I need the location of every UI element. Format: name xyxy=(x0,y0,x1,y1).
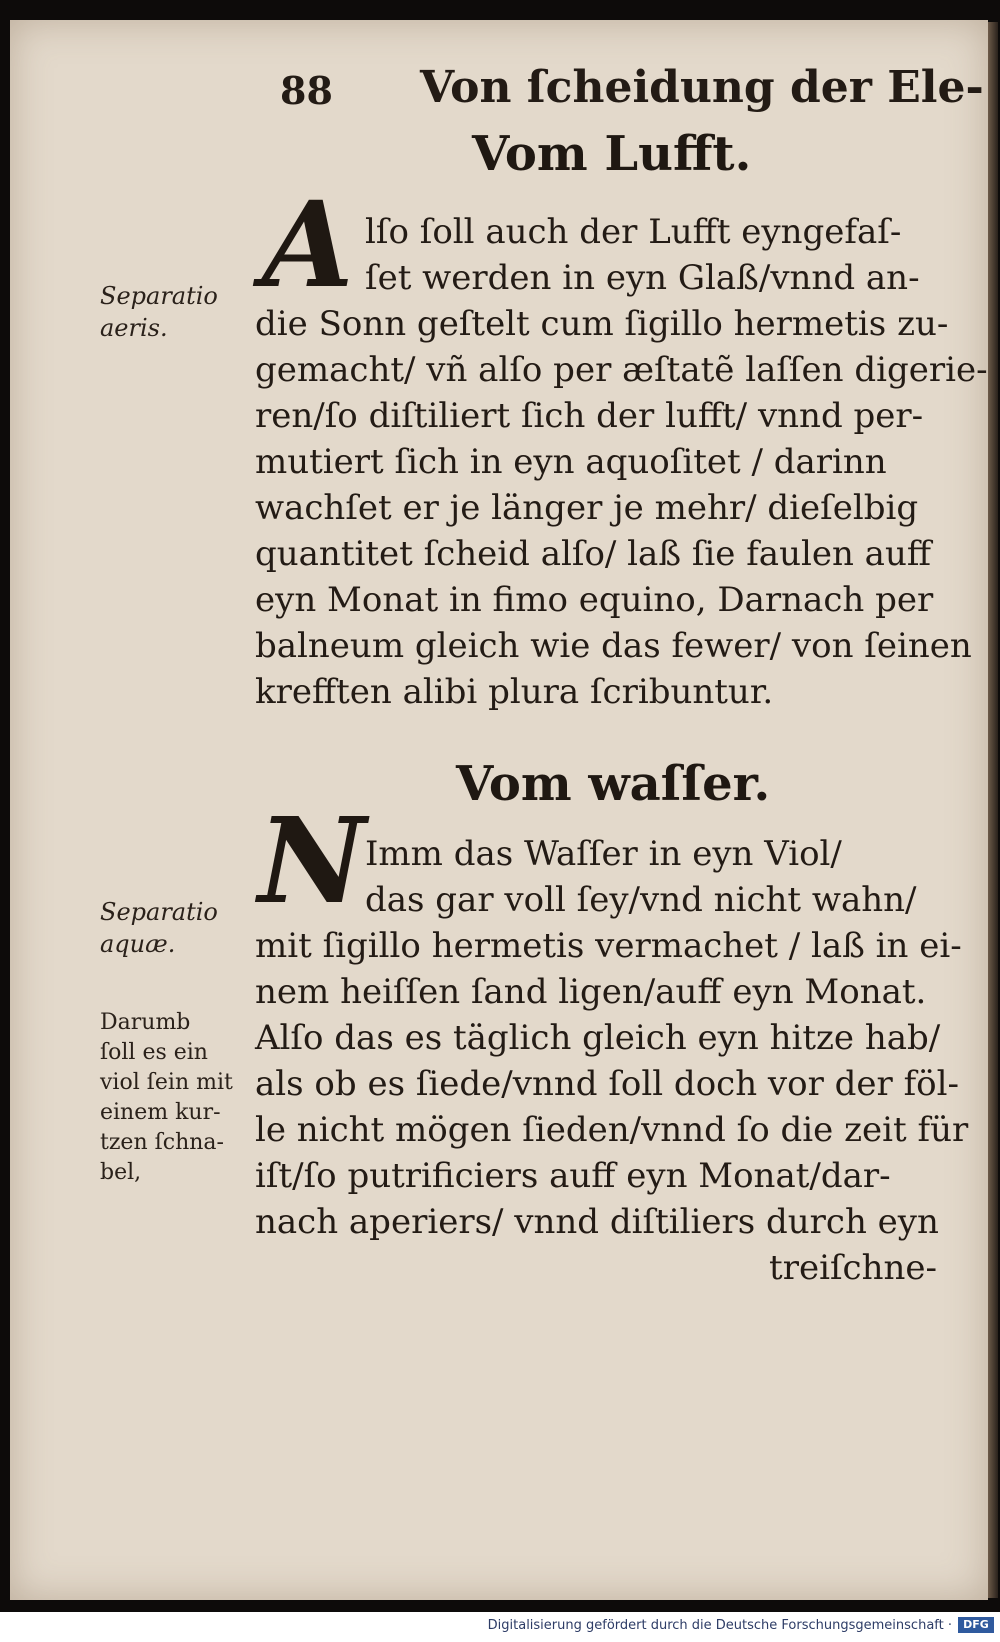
text-line: die Sonn geſtelt cum ſigillo hermetis zu‑ xyxy=(255,304,949,344)
margin-note-separatio-aeris: Separatio aeris. xyxy=(100,282,218,342)
text-line: Imm das Waſſer in eyn Viol/ xyxy=(365,834,842,874)
page-number: 88 xyxy=(280,68,333,113)
dfg-logo: DFG xyxy=(958,1617,994,1633)
text-line: Alſo das es täglich gleich eyn hitze hab/ xyxy=(255,1018,941,1058)
text-line: eyn Monat in fimo equino, Darnach per xyxy=(255,580,934,620)
text-line: le nicht mögen ſieden/vnnd ſo die zeit für xyxy=(255,1110,969,1150)
text-line: gemacht/ vñ alſo per æſtatẽ laſſen digerie‑ xyxy=(255,350,988,390)
margin-note-separatio-aquae: Separatio aquæ. xyxy=(100,898,218,958)
text-line: das gar voll ſey/vnd nicht wahn/ xyxy=(365,880,917,920)
text-line: nach aperiers/ vnnd diſtiliers durch eyn xyxy=(255,1202,939,1242)
drop-cap-n: N xyxy=(258,791,366,930)
text-line: ren/ſo diſtiliert ſich der lufft/ vnnd per‑ xyxy=(255,396,924,436)
drop-cap-a: A xyxy=(262,175,354,314)
text-line: quantitet ſcheid alſo/ laß ſie faulen auff xyxy=(255,534,931,574)
text-line: wachſet er je länger je mehr/ dieſelbig xyxy=(255,488,919,528)
text-line: balneum gleich wie das fewer/ von ſeinen xyxy=(255,626,972,666)
catchword: treiſchne‑ xyxy=(769,1248,937,1288)
section-heading-wasser: Vom waſſer. xyxy=(456,756,771,812)
running-head: Von ſcheidung der Ele‑ xyxy=(420,62,984,113)
text-line: als ob es ſiede/vnnd ſoll doch vor der föl‑ xyxy=(255,1064,960,1104)
text-line: mit ſigillo hermetis vermachet / laß in ei‑ xyxy=(255,926,962,966)
text-line: nem heiſſen ſand ligen/auff eyn Monat. xyxy=(255,972,927,1012)
page-edge xyxy=(988,22,998,1598)
text-line: mutiert ſich in eyn aquoſitet / darinn xyxy=(255,442,887,482)
page-header xyxy=(270,48,984,113)
margin-note-darumb: Darumb ſoll es ein viol ſein mit einem kur‑ tzen ſchna‑ bel, xyxy=(100,1010,233,1185)
text-line: iſt/ſo putrificiers auff eyn Monat/dar‑ xyxy=(255,1156,891,1196)
text-line: lſo ſoll auch der Lufft eyngefaſ‑ xyxy=(365,212,902,252)
footer-credit: Digitalisierung gefördert durch die Deutsche Forschungsgemeinschaft · xyxy=(487,1618,952,1633)
section-heading-lufft: Vom Lufft. xyxy=(472,126,752,182)
text-line: ſet werden in eyn Glaß/vnnd an‑ xyxy=(365,258,920,298)
text-line: krefften alibi plura ſcribuntur. xyxy=(255,672,774,712)
